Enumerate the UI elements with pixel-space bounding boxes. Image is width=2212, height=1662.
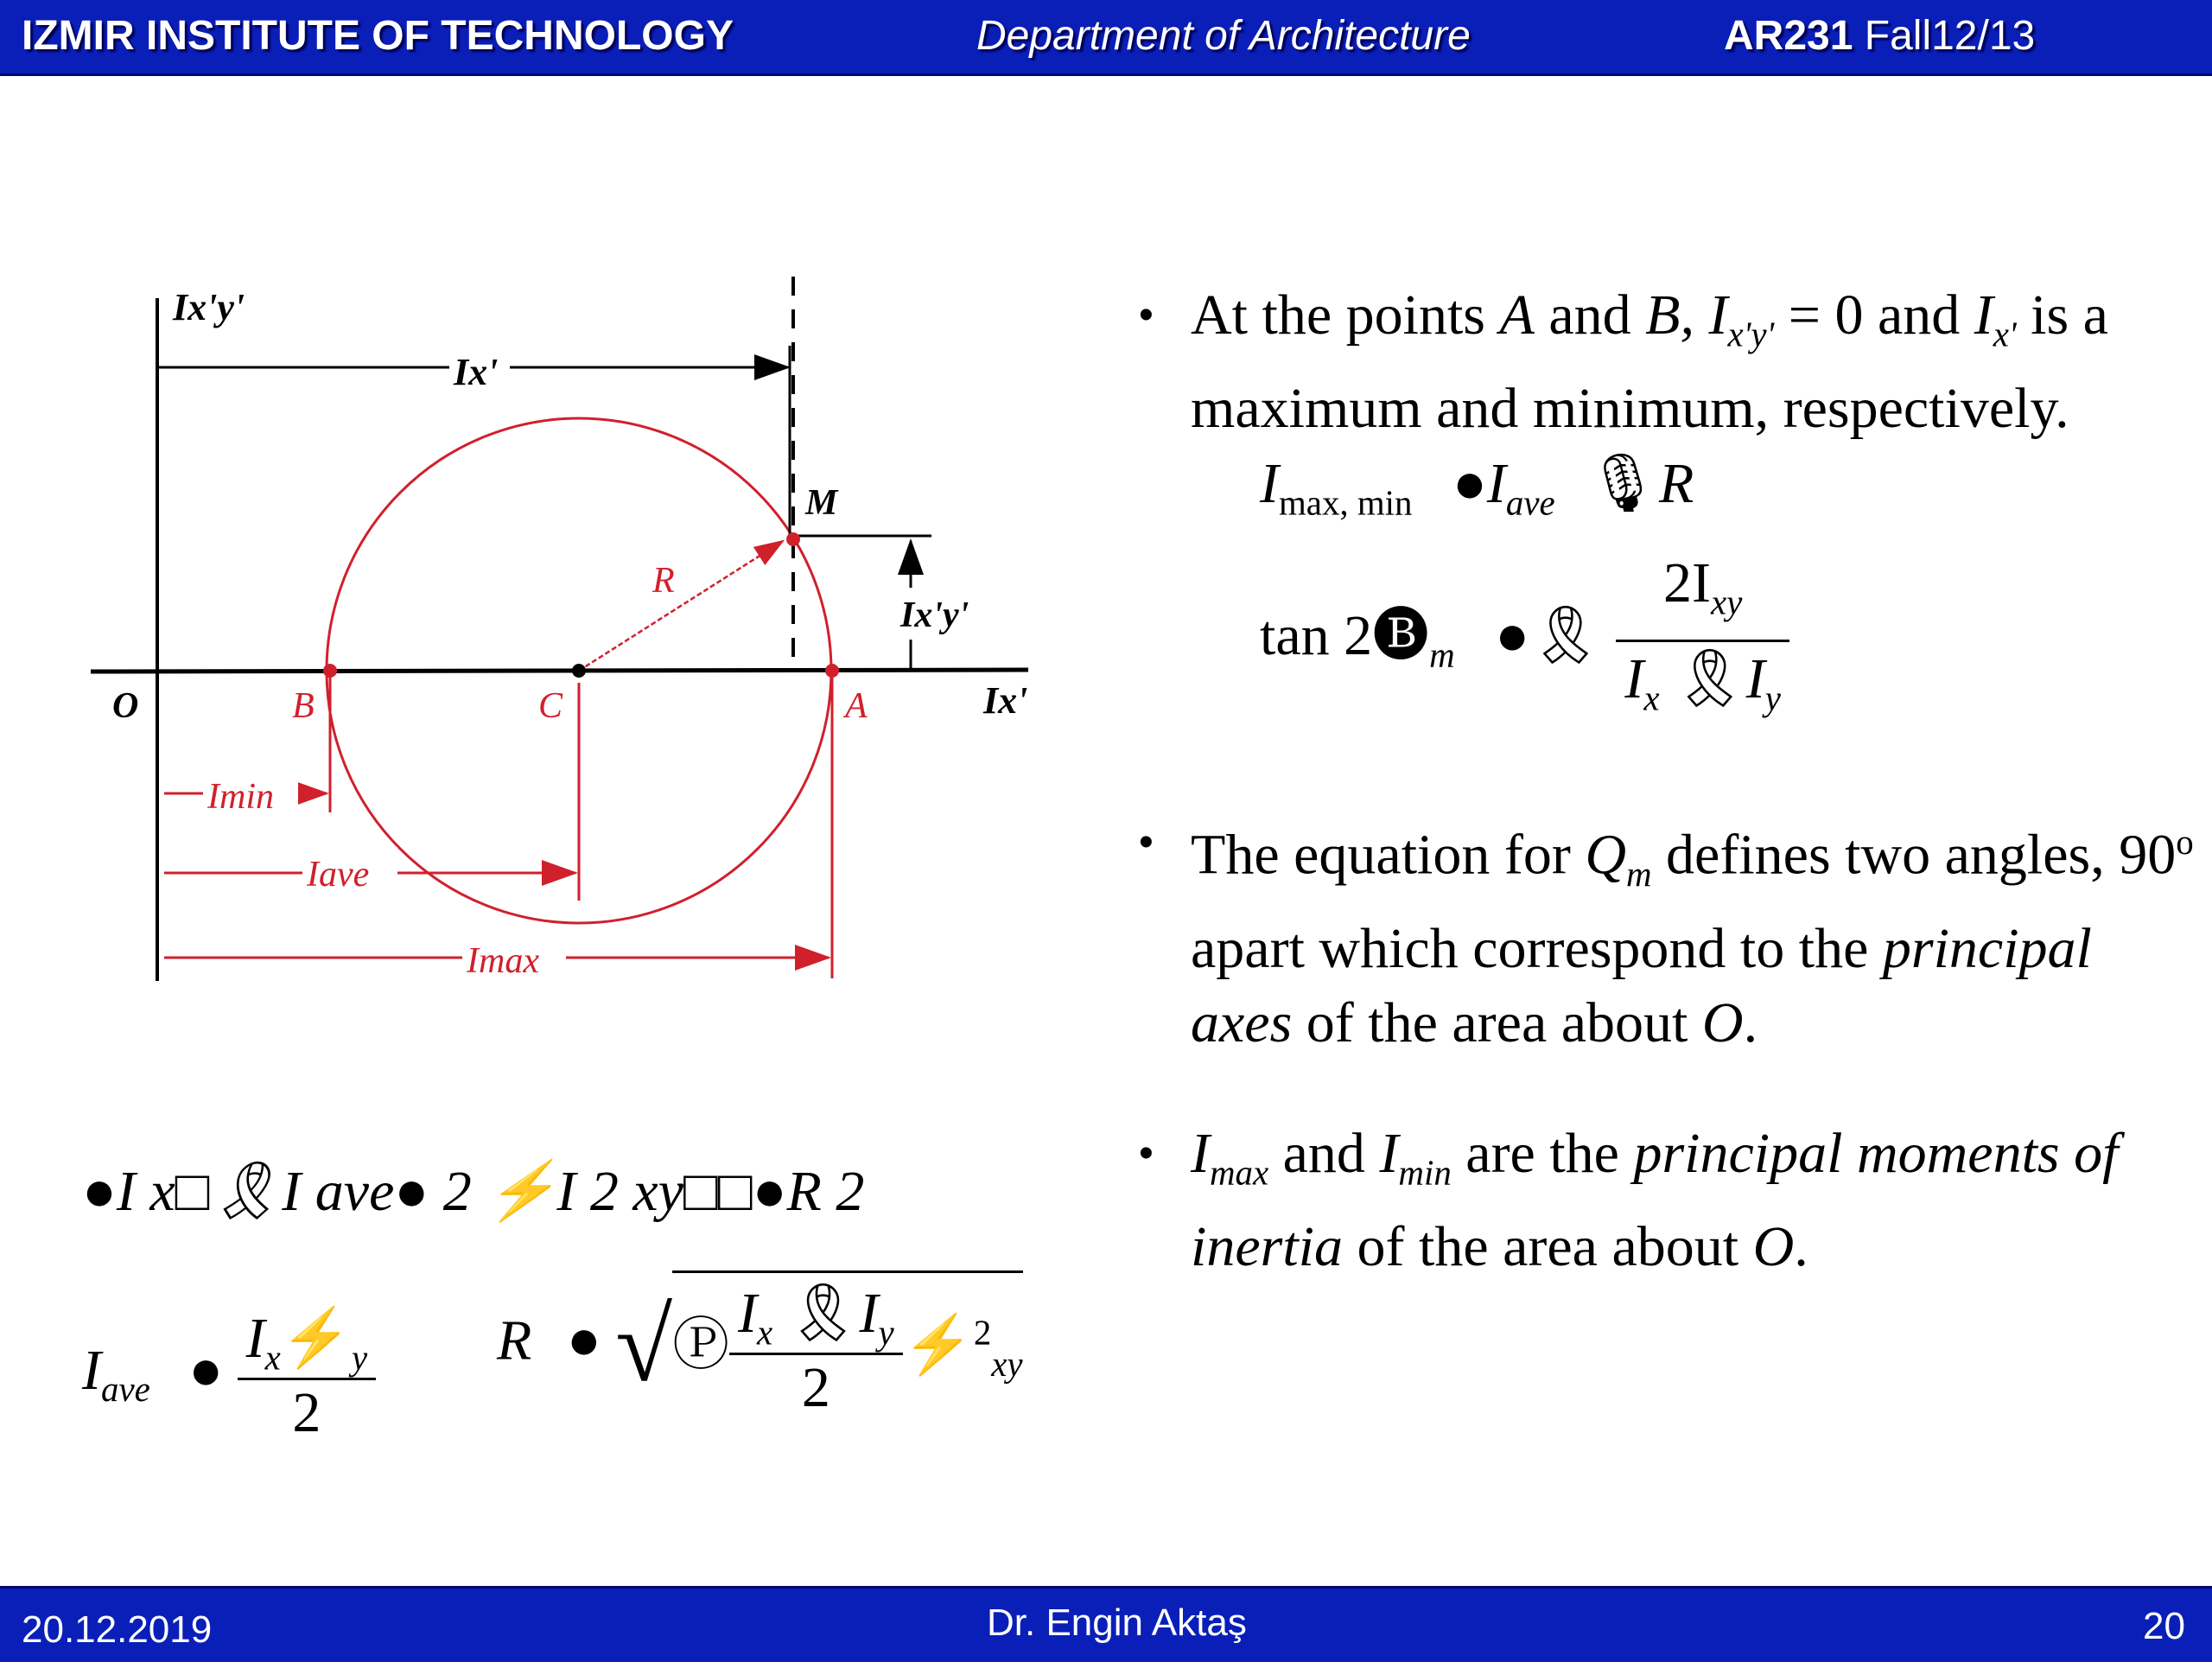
bullet-2-marker: •: [1139, 819, 1154, 865]
iave-equation: $I_{ave}$ ● $\frac{I_x⚡_y}{2}$: [82, 1305, 376, 1446]
label-point-a: A: [845, 686, 868, 726]
circle-equation: ●I x□🎗I ave● 2 ⚡I 2 xy□□●R 2: [82, 1160, 865, 1223]
label-point-b: B: [292, 686, 315, 726]
radius-fraction: $\frac{I_x 🎗I_y}{2}$: [729, 1280, 903, 1421]
radius-arrow: [579, 541, 783, 671]
footer-author: Dr. Engin Aktaş: [987, 1602, 1247, 1644]
bullet-1-marker: •: [1139, 292, 1154, 338]
tan-fraction: $\frac{2I_{xy}}{I_x 🎗I_y}$: [1616, 546, 1789, 736]
course-info: AR231 Fall12/13: [1724, 13, 2036, 59]
label-axis-horizontal: Ix': [983, 679, 1028, 722]
label-top-dimension: Ix': [454, 351, 499, 393]
label-point-m: M: [805, 483, 838, 523]
page-number: 20: [2143, 1605, 2185, 1647]
horizontal-axis: [91, 670, 1028, 672]
label-origin: O: [112, 686, 139, 726]
bullet-2-text: The equation for $Q_m$ defines two angles, 90$^o$ apart which correspond to the principal axes of the area about O.: [1191, 823, 2194, 1054]
point-b-dot: [323, 664, 337, 678]
label-point-c: C: [538, 686, 563, 726]
point-m-dot: [786, 532, 800, 546]
circle-equations: [82, 1141, 1050, 1469]
tan-equation: $\tan 2🅑_m$ ●🎗 $\frac{2I_{xy}}{I_x 🎗I_y}$: [1260, 546, 1789, 736]
mohr-circle-diagram: [69, 277, 1054, 1011]
radius-equation: R ● √Ⓟ $\frac{I_x 🎗I_y}{2}$ ⚡$^2_{xy}$: [497, 1270, 1023, 1421]
bullet-3-text: $I_{max}$ and $I_{min}$ are the principal moments of inertia of the area about O.: [1191, 1122, 2119, 1279]
label-radius: R: [652, 561, 675, 601]
bullet-1-text: At the points A and B, $I_{x'y'} = 0$ and $I_{x'}$ is a maximum and minimum, respectively.: [1191, 283, 2108, 441]
department-name: Department of Architecture: [976, 13, 1471, 59]
iave-fraction: $\frac{I_x⚡_y}{2}$: [238, 1305, 376, 1446]
point-a-dot: [825, 664, 839, 678]
label-iave: Iave: [307, 855, 370, 895]
institution-name: IZMIR INSTITUTE OF TECHNOLOGY: [22, 13, 734, 59]
slide-footer: [0, 1586, 2212, 1662]
label-right-dimension: Ix'y': [900, 595, 969, 635]
bullet-3-marker: •: [1139, 1130, 1154, 1176]
label-axis-vertical: Ix'y': [173, 286, 245, 328]
footer-date: 20.12.2019: [22, 1608, 213, 1651]
point-c-dot: [572, 664, 586, 678]
label-imin: Imin: [207, 777, 274, 817]
label-imax: Imax: [467, 941, 539, 981]
imaxmin-equation: $I_{max, min}$ $●I_{ave}$ 🎙R: [1260, 452, 1694, 523]
slide-header: [0, 0, 2212, 76]
